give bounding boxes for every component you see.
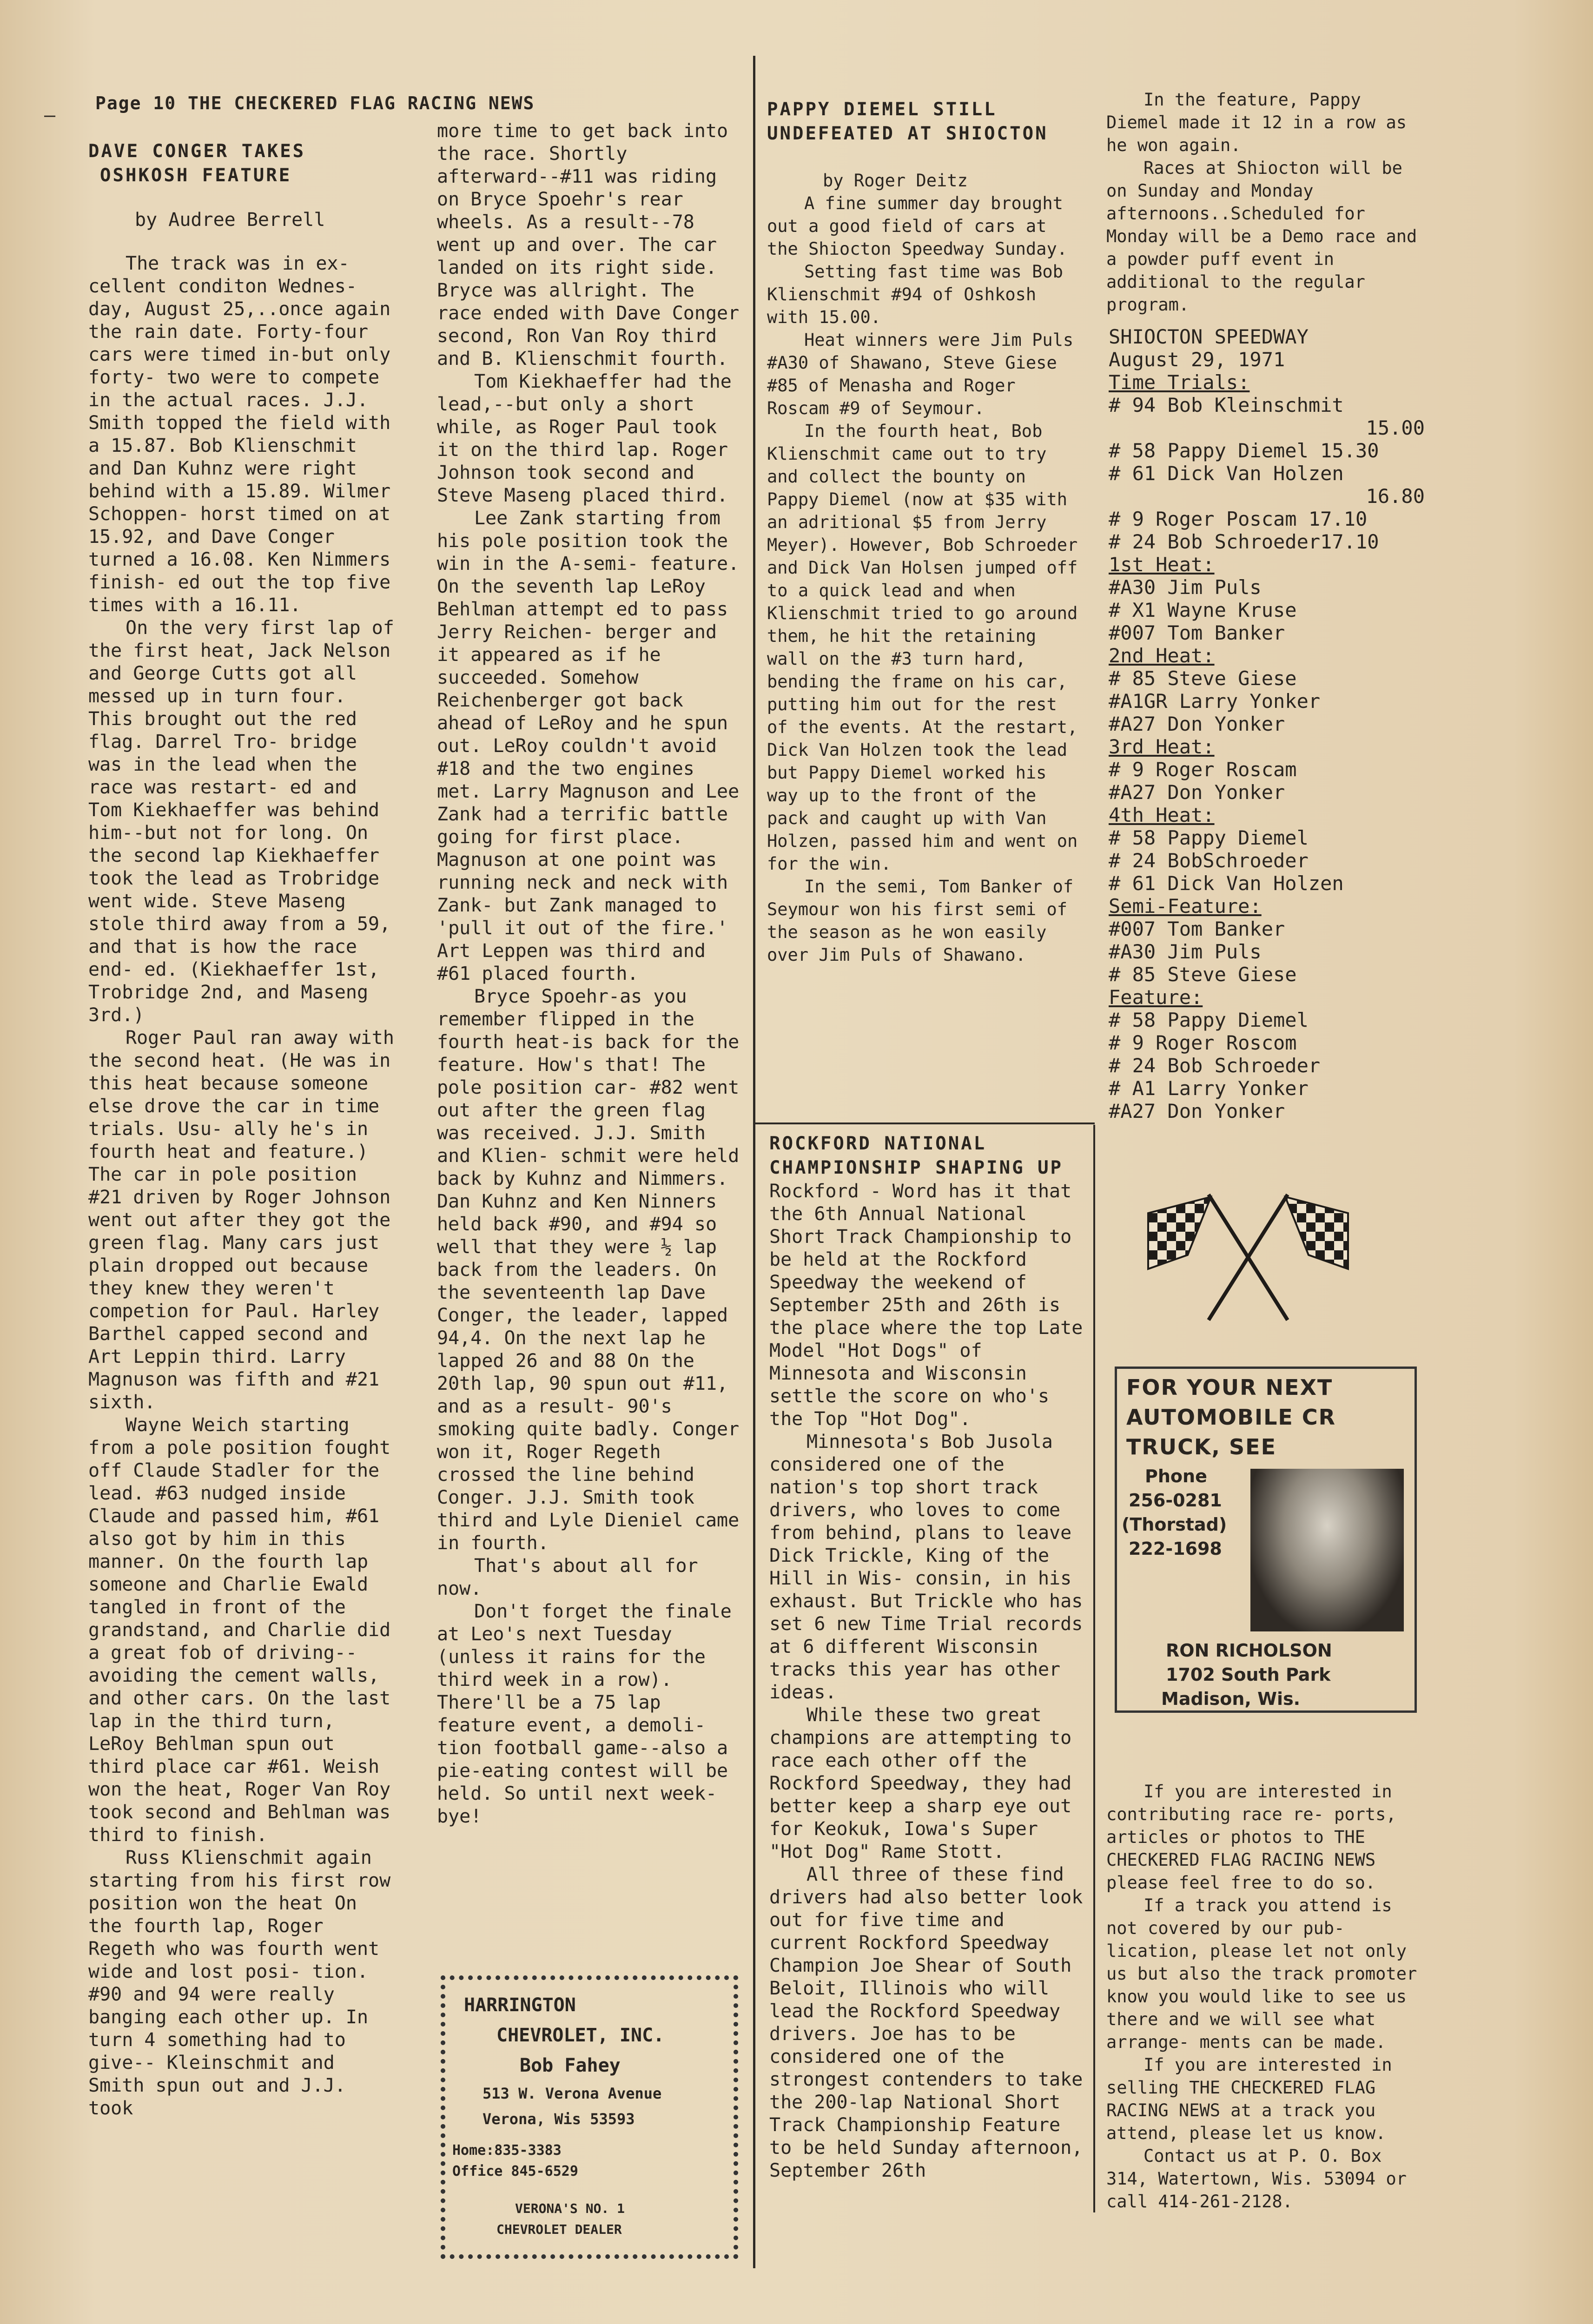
ad-line: 1702 South Park [1166, 1664, 1331, 1685]
article-rockford [769, 1132, 1090, 2182]
paragraph: If you are interested in contributing race re- ports, articles or photos to THE CHECKERED FLAG RACING NEWS please feel free to do so. [1106, 1782, 1396, 1893]
column-rule [753, 56, 755, 2268]
results-line: #007 Tom Banker [1109, 621, 1285, 644]
ad-line: CHEVROLET DEALER [496, 2222, 622, 2237]
paragraph: Minnesota's Bob Jusola considered one of the nation's top short track drivers, who loves to come from behind, plans to leave Dick Trickle, King of the Hill in Wis- consin, in his exhaust. But Trickle who has set 6 new Time Trial records at 6 different Wisconsin tracks this year has other ideas. [769, 1431, 1083, 1703]
portrait-photo [1250, 1469, 1404, 1631]
results-line: # 24 Bob Schroeder17.10 [1109, 530, 1379, 553]
ad-line: 222-1698 [1129, 1538, 1222, 1559]
article-conger-col1 [88, 139, 395, 2120]
results-title: SHIOCTON SPEEDWAY [1109, 325, 1309, 348]
results-section-label: 4th Heat: [1109, 804, 1215, 826]
results-line: # A1 Larry Yonker [1109, 1077, 1309, 1100]
contributor-notice [1106, 1780, 1432, 2213]
ad-line: Bob Fahey [520, 2055, 621, 2076]
page-header: Page 10 THE CHECKERED FLAG RACING NEWS [95, 93, 535, 113]
results-line: # 61 Dick Van Holzen [1109, 872, 1344, 895]
results-date: August 29, 1971 [1109, 348, 1285, 371]
checkered-flags-icon [1139, 1185, 1357, 1325]
byline: by Audree Berrell [135, 209, 325, 231]
paragraph: In the feature, Pappy Diemel made it 12 in a row as he won again. [1106, 90, 1407, 155]
column-rule-right [1093, 1125, 1095, 2212]
paragraph: more time to get back into the race. Shortly afterward--#11 was riding on Bryce Spoehr's rear wheels. As a result--78 went up and over. The car landed on its right side. Bryce was allright. The race ended with Dave Conger second, Ron Van Roy third and B. Klienschmit fourth. [437, 120, 740, 370]
results-line: # 58 Pappy Diemel [1109, 826, 1309, 849]
results-section-label: 1st Heat: [1109, 553, 1215, 576]
paragraph: If a track you attend is not covered by our pub- lication, please let not only us but also the track promoter know you would like to see us there and we will see what arrange- ments can be made. [1106, 1895, 1417, 2052]
results-line: #A27 Don Yonker [1109, 1100, 1285, 1122]
ad-line: TRUCK, SEE [1126, 1434, 1277, 1459]
paragraph: Races at Shiocton will be on Sunday and Monday afternoons..Scheduled for Monday will be a Demo race and a powder puff event in additional to the regular program. [1106, 158, 1417, 315]
ad-line: (Thorstad) [1122, 1514, 1227, 1535]
ad-line: RON RICHOLSON [1166, 1640, 1332, 1661]
ad-line: Verona, Wis 53593 [483, 2110, 635, 2128]
results-line: # 24 BobSchroeder [1109, 849, 1309, 872]
article-pappy-diemel [767, 98, 1088, 966]
results-line: # 9 Roger Roscam [1109, 758, 1297, 781]
results-section-label: Semi-Feature: [1109, 895, 1262, 918]
results-line: 16.80 [1366, 485, 1425, 508]
results-line: #A30 Jim Puls [1109, 940, 1262, 963]
ad-line: Home:835-3383 [452, 2142, 562, 2159]
paragraph: Tom Kiekhaeffer had the lead,--but only a short while, as Roger Paul took it on the third lap. Roger Johnson took second and Steve Maseng placed third. [437, 371, 732, 506]
results-section-label: Time Trials: [1109, 371, 1250, 394]
paragraph: If you are interested in selling THE CHECKERED FLAG RACING NEWS at a track you attend, please let us know. [1106, 2055, 1392, 2143]
paragraph: Roger Paul ran away with the second heat. (He was in this heat because someone else drove the car in time trials. Usu- ally he's in fourth heat and feature.) The car in pole position #21 driven by Roger Johnson went out after they got the green flag. Many cars just plain dropped out because they knew they weren't competion for Paul. Harley Barthel capped second and Art Leppin third. Larry Magnuson was fifth and #21 sixth. [88, 1027, 394, 1413]
shiocton-results [1109, 325, 1443, 1122]
section-rule [755, 1122, 1095, 1124]
paragraph: All three of these find drivers had also better look out for five time and current Rockford Speedway Champion Joe Shear of South Beloit, Illinois who will lead the Rockford Speedway drivers. Joe has to be considered one of the strongest contenders to take the 200-lap National Short Track Championship Feature to be held Sunday afternoon, September 26th [769, 1864, 1083, 2181]
ad-line: CHEVROLET, INC. [496, 2025, 665, 2046]
results-line: # 24 Bob Schroeder [1109, 1054, 1321, 1077]
paragraph: That's about all for now. [437, 1555, 698, 1599]
results-line: #A27 Don Yonker [1109, 781, 1285, 804]
paragraph: Heat winners were Jim Puls #A30 of Shawano, Steve Giese #85 of Menasha and Roger Roscam #9 of Seymour. [767, 330, 1074, 418]
paragraph: Don't forget the finale at Leo's next Tuesday (unless it rains for the third week in a row). There'll be a 75 lap feature event, a demoli- tion football game--also a pie-eating contest will be held. So until next week-bye! [437, 1601, 732, 1827]
ad-line: HARRINGTON [464, 1994, 576, 2016]
headline-line1: ROCKFORD NATIONAL [769, 1133, 987, 1154]
ad-line: AUTOMOBILE CR [1126, 1405, 1336, 1430]
results-section-label: 3rd Heat: [1109, 735, 1215, 758]
headline-line2: UNDEFEATED AT SHIOCTON [767, 123, 1048, 144]
paragraph: In the semi, Tom Banker of Seymour won his first semi of the season as he won easily over Jim Puls of Shawano. [767, 877, 1074, 965]
results-line: 15.00 [1366, 416, 1425, 439]
results-line: #A30 Jim Puls [1109, 576, 1262, 599]
paragraph: A fine summer day brought out a good field of cars at the Shiocton Speedway Sunday. [767, 193, 1068, 259]
ad-line: 256-0281 [1129, 1490, 1222, 1511]
results-line: #A1GR Larry Yonker [1109, 690, 1321, 713]
results-line: #A27 Don Yonker [1109, 713, 1285, 735]
results-line: # X1 Wayne Kruse [1109, 599, 1297, 621]
paragraph: Rockford - Word has it that the 6th Annual National Short Track Championship to be held at the Rockford Speedway the weekend of September 25th and 26th is the place where the top Late Model "Hot Dogs" of Minnesota and Wisconsin settle the score on who's the Top "Hot Dog". [769, 1181, 1083, 1430]
byline: by Roger Deitz [823, 171, 968, 191]
paragraph: Bryce Spoehr-as you remember flipped in the fourth heat-is back for the feature. How's that! The pole position car- #82 went out after the green flag was received. J.J. Smith and Klien- schmit were held back by Kuhnz and Nimmers. Dan Kuhnz and Ken Ninners held back #90, and #94 so well that they were ½ lap back from the leaders. On the seventeenth lap Dave Conger, the leader, lapped 94,4. On the next lap he lapped 26 and 88 On the 20th lap, 90 spun out #11, and as a result- 90's smoking quite badly. Conger won it, Roger Regeth crossed the line behind Conger. J.J. Smith took third and Lyle Dieniel came in fourth. [437, 986, 740, 1554]
article-conger-col2 [437, 120, 744, 1828]
article-pappy-diemel-continued [1106, 88, 1432, 316]
headline-line2: CHAMPIONSHIP SHAPING UP [769, 1157, 1064, 1178]
headline-line1: DAVE CONGER TAKES [88, 141, 306, 162]
ad-line: VERONA'S NO. 1 [515, 2201, 625, 2216]
results-line: # 9 Roger Roscom [1109, 1031, 1297, 1054]
paragraph: Wayne Weich starting from a pole position fought off Claude Stadler for the lead. #63 nudged inside Claude and passed him, #61 also got by him in this manner. On the fourth lap someone and Charlie Ewald tangled in front of the grandstand, and Charlie did a great fob of driving--avoiding the cement walls, and other cars. On the last lap in the third turn, LeRoy Behlman spun out third place car #61. Weish won the heat, Roger Van Roy took second and Behlman was third to finish. [88, 1414, 391, 1846]
results-line: # 58 Pappy Diemel 15.30 [1109, 439, 1379, 462]
ad-line: 513 W. Verona Avenue [483, 2085, 662, 2102]
headline-line1: PAPPY DIEMEL STILL [767, 99, 997, 120]
results-line: #007 Tom Banker [1109, 918, 1285, 940]
paragraph: On the very first lap of the first heat, Jack Nelson and George Cutts got all messed up in turn four. This brought out the red flag. Darrel Tro- bridge was in the lead when the race was restart- ed and Tom Kiekhaeffer was behind him--but not for long. On the second lap Kiekhaeffer took the lead as Trobridge went wide. Steve Maseng stole third away from a 59, and that is how the race end- ed. (Kiekhaeffer 1st, Trobridge 2nd, and Maseng 3rd.) [88, 617, 394, 1026]
paragraph: Contact us at P. O. Box 314, Watertown, Wis. 53094 or call 414-261-2128. [1106, 2146, 1407, 2212]
paragraph: While these two great champions are attempting to race each other off the Rockford Speedway, they had better keep a sharp eye out for Keokuk, Iowa's Super "Hot Dog" Rame Stott. [769, 1704, 1072, 1862]
headline-line2: OSHKOSH FEATURE [100, 165, 292, 186]
paragraph: In the fourth heat, Bob Klienschmit came out to try and collect the bounty on Pappy Diemel (now at $35 with an adritional $5 from Jerry Meyer). However, Bob Schroeder and Dick Van Holsen jumped off to a quick lead and when Klienschmit tried to go around them, he hit the retaining wall on the #3 turn hard, bending the frame on his car, putting him out for the rest of the events. At the restart, Dick Van Holzen took the lead but Pappy Diemel worked his way up to the front of the pack and caught up with Van Holzen, passed him and went on for the win. [767, 421, 1078, 874]
margin-mark: – [44, 105, 56, 126]
ad-line: FOR YOUR NEXT [1126, 1375, 1333, 1400]
paragraph: Russ Klienschmit again starting from his first row position won the heat On the fourth lap, Roger Regeth who was fourth went wide and lost posi- tion. #90 and 94 were really banging each other up. In turn 4 something had to give-- Kleinschmit and Smith spun out and J.J. took [88, 1847, 391, 2119]
paragraph: Setting fast time was Bob Klienschmit #94 of Oshkosh with 15.00. [767, 262, 1063, 327]
results-line: # 85 Steve Giese [1109, 667, 1297, 690]
ad-line: Office 845-6529 [452, 2163, 578, 2179]
results-line: # 9 Roger Poscam 17.10 [1109, 508, 1368, 530]
harrington-chevrolet-ad [441, 1975, 738, 2259]
results-line: # 58 Pappy Diemel [1109, 1009, 1309, 1031]
results-line: # 94 Bob Kleinschmit [1109, 394, 1344, 416]
results-section-label: 2nd Heat: [1109, 644, 1215, 667]
ad-line: Madison, Wis. [1161, 1689, 1301, 1709]
results-line: # 85 Steve Giese [1109, 963, 1297, 986]
results-section-label: Feature: [1109, 986, 1203, 1009]
results-line: # 61 Dick Van Holzen [1109, 462, 1344, 485]
paragraph: The track was in ex- cellent conditon Wednes- day, August 25,..once again the rain date. Forty-four cars were timed in-but only forty- two were to compete in the actual races. J.J. Smith topped the field with a 15.87. Bob Klienschmit and Dan Kuhnz were right behind with a 15.89. Wilmer Schoppen- horst timed on at 15.92, and Dave Conger turned a 16.08. Ken Nimmers finish- ed out the top five times with a 16.11. [88, 253, 391, 616]
ad-line: Phone [1145, 1466, 1207, 1486]
paragraph: Lee Zank starting from his pole position took the win in the A-semi- feature. On the seventh lap LeRoy Behlman attempt ed to pass Jerry Reichen- berger and it appeared as if he succeeded. Somehow Reichenberger got back ahead of LeRoy and he spun out. LeRoy couldn't avoid #18 and the two engines met. Larry Magnuson and Lee Zank had a terrific battle going for first place. Magnuson at one point was running neck and neck with Zank- but Zank managed to 'pull it out of the fire.' Art Leppen was third and #61 placed fourth. [437, 508, 740, 984]
